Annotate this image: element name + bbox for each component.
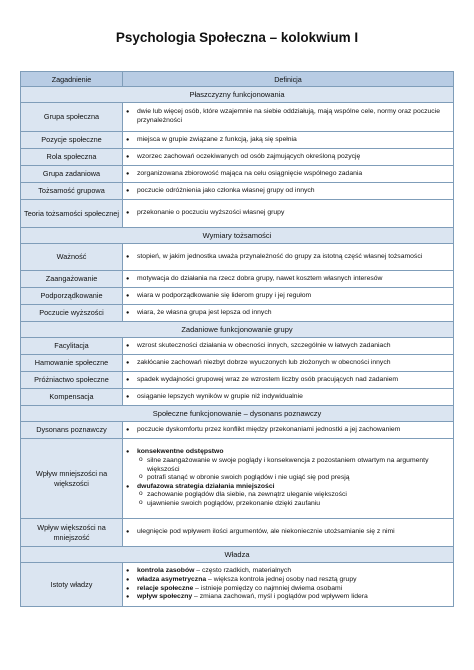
- definition-text: ● poczucie dyskomfortu przez konflikt między przekonaniami jednostki a jej zachowaniem: [137, 426, 453, 435]
- term-cell: Podporządkowanie: [21, 288, 123, 305]
- definition-text: ● wzrost skuteczności działania w obecności innych, szczególnie w łatwych zadaniach: [137, 342, 453, 351]
- table-row: [21, 372, 454, 389]
- section-heading: Zadaniowe funkcjonowanie grupy: [21, 322, 454, 338]
- term-cell: Kompensacja: [21, 389, 123, 406]
- table-row: [21, 244, 454, 271]
- definition-text: ● ulegnięcie pod wpływem ilości argumentów, ale niekoniecznie utożsamianie się z nimi: [137, 528, 453, 537]
- term-cell: Ważność: [21, 244, 123, 271]
- item-title: relacje społeczne: [137, 584, 194, 592]
- definition-cell: [123, 389, 454, 406]
- table-row: [21, 288, 454, 305]
- list-item: [137, 576, 453, 585]
- sub-item: o zachowanie poglądów dla siebie, na zewnątrz uleganie większości: [147, 491, 453, 500]
- column-header-term: Zagadnienie: [21, 72, 123, 87]
- definition-text: ● wzorzec zachowań oczekiwanych od osób zajmujących określoną pozycję: [137, 153, 453, 162]
- definition-cell: [123, 244, 454, 271]
- sub-item: o silne zaangażowanie w swoje poglądy i konsekwencja z pozostaniem otwartym na argumenty większości: [147, 457, 453, 474]
- list-item: [137, 593, 453, 602]
- item-text: – większa kontrola jednej osoby nad resztą grupy: [206, 575, 357, 583]
- section-row: [21, 228, 454, 244]
- table-row: [21, 519, 454, 547]
- definition-text: ● przekonanie o poczuciu wyższości własnej grupy: [137, 209, 453, 218]
- definition-cell: [123, 422, 454, 439]
- definition-cell: [123, 288, 454, 305]
- section-row: [21, 406, 454, 422]
- table-row: [21, 355, 454, 372]
- section-row: [21, 322, 454, 338]
- definition-cell: [123, 563, 454, 607]
- term-cell: Pozycje społeczne: [21, 132, 123, 149]
- list-item: [137, 567, 453, 576]
- term-cell: Grupa społeczna: [21, 103, 123, 132]
- table-row: [21, 103, 454, 132]
- definition-cell: [123, 305, 454, 322]
- term-cell: Grupa zadaniowa: [21, 166, 123, 183]
- definition-text: ● dwie lub więcej osób, które wzajemnie na siebie oddziałują, mają wspólne cele, normy oraz poczucie przynależności: [137, 108, 453, 125]
- table-row: [21, 132, 454, 149]
- definition-text: ● motywacja do działania na rzecz dobra grupy, nawet kosztem własnych interesów: [137, 275, 453, 284]
- list-item: [137, 483, 453, 509]
- section-heading: Władza: [21, 547, 454, 563]
- sub-item: o ujawnienie swoich poglądów, przekonanie dzięki zaufaniu: [147, 500, 453, 509]
- section-row: [21, 547, 454, 563]
- table-row: [21, 149, 454, 166]
- item-title: władza asymetryczna: [137, 575, 207, 583]
- item-text: – często rzadkich, materialnych: [194, 567, 292, 575]
- definition-cell: [123, 183, 454, 200]
- term-cell: Facylitacja: [21, 338, 123, 355]
- table-row: [21, 563, 454, 607]
- definition-text: ● wiara, że własna grupa jest lepsza od innych: [137, 309, 453, 318]
- term-cell: Hamowanie społeczne: [21, 355, 123, 372]
- table-row: [21, 439, 454, 519]
- definition-text: ● wiara w podporządkowanie się liderom grupy i jej regułom: [137, 292, 453, 301]
- term-cell: Dysonans poznawczy: [21, 422, 123, 439]
- definition-text: ● spadek wydajności grupowej wraz ze wzrostem liczby osób pracujących nad zadaniem: [137, 376, 453, 385]
- section-row: [21, 87, 454, 103]
- item-text: – zmiana zachowań, myśl i poglądów pod wpływem lidera: [192, 593, 368, 601]
- table-header-row: [21, 72, 454, 87]
- term-cell: Tożsamość grupowa: [21, 183, 123, 200]
- item-title: kontrola zasobów: [137, 567, 195, 575]
- table-row: [21, 338, 454, 355]
- definition-text: ● poczucie odróżnienia jako członka własnej grupy od innych: [137, 187, 453, 196]
- definition-text: ● zorganizowana zbiorowość mająca na celu osiągnięcie wspólnego zadania: [137, 170, 453, 179]
- definition-cell: [123, 355, 454, 372]
- list-item: [137, 448, 453, 482]
- item-title: konsekwentne odstępstwo: [137, 448, 224, 456]
- column-header-definition: Definicja: [123, 72, 454, 87]
- definition-cell: [123, 200, 454, 228]
- term-cell: Poczucie wyższości: [21, 305, 123, 322]
- definition-cell: [123, 271, 454, 288]
- definition-cell: [123, 519, 454, 547]
- term-cell: Teoria tożsamości społecznej: [21, 200, 123, 228]
- section-heading: Płaszczyzny funkcjonowania: [21, 87, 454, 103]
- definition-cell: [123, 338, 454, 355]
- term-cell: Próżniactwo społeczne: [21, 372, 123, 389]
- definition-cell: [123, 439, 454, 519]
- term-cell: Wpływ mniejszości na większości: [21, 439, 123, 519]
- section-heading: Społeczne funkcjonowanie – dysonans poznawczy: [21, 406, 454, 422]
- item-title: wpływ społeczny: [137, 593, 193, 601]
- definition-text: ● zakłócanie zachowań niezbyt dobrze wyuczonych lub złożonych w obecności innych: [137, 359, 453, 368]
- page-title: Psychologia Społeczna – kolokwium I: [115, 30, 359, 45]
- table-row: [21, 166, 454, 183]
- definition-text: ● miejsca w grupie związane z funkcją, jaką się spełnia: [137, 136, 453, 145]
- table-row: [21, 422, 454, 439]
- table-row: [21, 305, 454, 322]
- list-item: [137, 585, 453, 594]
- table-row: [21, 389, 454, 406]
- item-title: dwufazowa strategia działania mniejszości: [137, 482, 275, 490]
- definition-text: ● stopień, w jakim jednostka uważa przynależność do grupy za istotną część własnej tożsamości: [137, 253, 453, 262]
- term-cell: Istoty władzy: [21, 563, 123, 607]
- term-cell: Zaangażowanie: [21, 271, 123, 288]
- definitions-table: [20, 71, 454, 607]
- definition-cell: [123, 372, 454, 389]
- sub-item: o potrafi stanąć w obronie swoich poglądów i nie ugiąć się pod presją: [147, 474, 453, 483]
- term-cell: Rola społeczna: [21, 149, 123, 166]
- definition-cell: [123, 149, 454, 166]
- section-heading: Wymiary tożsamości: [21, 228, 454, 244]
- table-row: [21, 271, 454, 288]
- table-row: [21, 200, 454, 228]
- definition-cell: [123, 103, 454, 132]
- table-row: [21, 183, 454, 200]
- definition-text: ● osiąganie lepszych wyników w grupie niż indywidualnie: [137, 393, 453, 402]
- item-text: – istnieje pomiędzy co najmniej dwiema osobami: [193, 584, 343, 592]
- definition-cell: [123, 166, 454, 183]
- term-cell: Wpływ większości na mniejszość: [21, 519, 123, 547]
- definition-cell: [123, 132, 454, 149]
